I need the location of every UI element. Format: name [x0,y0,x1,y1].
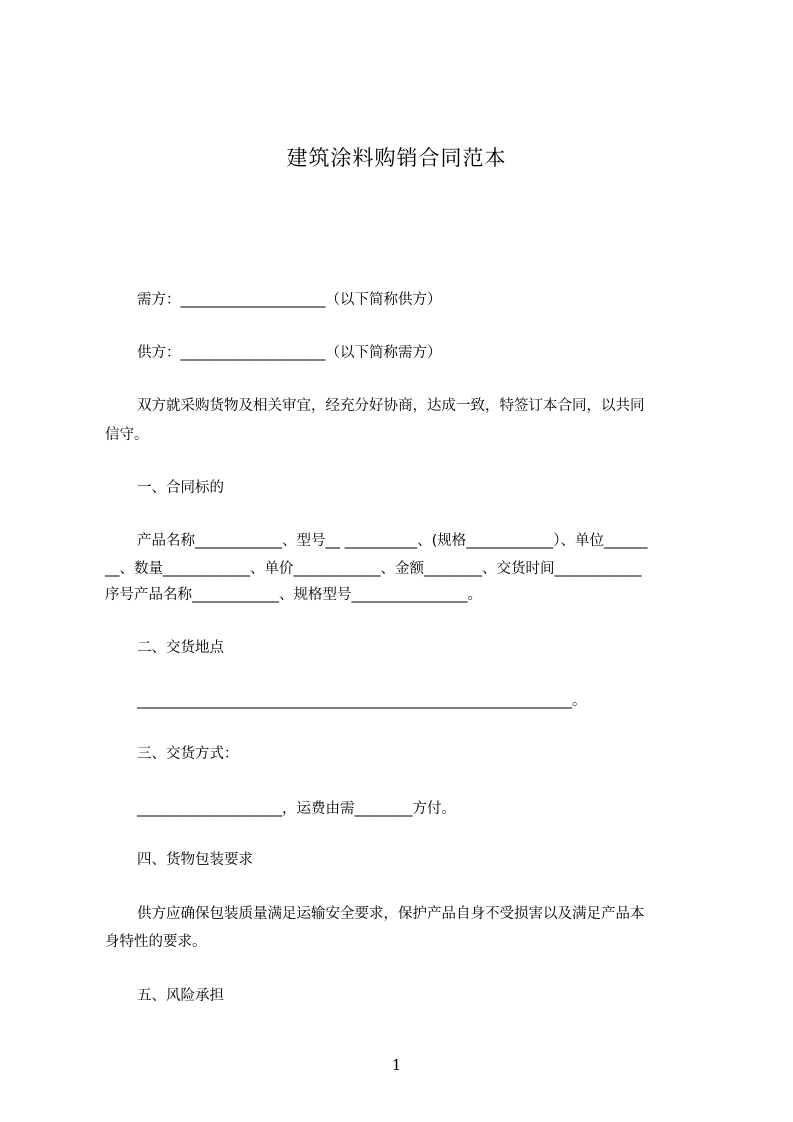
buyer-line: 需方：____________________（以下简称供方） [137,292,442,308]
packaging-line-1: 供方应确保包装质量满足运输安全要求，保护产品自身不受损害以及满足产品本 [137,906,645,922]
supplier-line: 供方：____________________（以下简称需方） [137,345,442,361]
delivery-method-line: ____________________，运费由需________方付。 [137,801,456,817]
section-heading-1: 一、合同标的 [137,480,224,496]
product-line-3: 序号产品名称____________、规格型号________________。 [105,587,482,603]
product-line-2: __、数量____________、单价____________、金额________、交货时间____________ [105,561,642,577]
delivery-location-blank: ____________________________________________________________。 [137,693,587,709]
preamble-line-1: 双方就采购货物及相关审宜，经充分好协商，达成一致，特签订本合同，以共同 [137,398,645,414]
product-line-1: 产品名称____________、型号__ __________、(规格____________）、单位______ [137,533,648,549]
packaging-line-2: 身特性的要求。 [105,934,207,950]
section-heading-4: 四、货物包装要求 [137,852,253,868]
section-heading-5: 五、风险承担 [137,988,224,1004]
section-heading-3: 三、交货方式： [137,746,239,762]
page-number: 1 [391,1056,402,1074]
document-title: 建筑涂料购销合同范本 [286,146,507,170]
section-heading-2: 二、交货地点 [137,640,224,656]
preamble-line-2: 信守。 [105,427,149,443]
